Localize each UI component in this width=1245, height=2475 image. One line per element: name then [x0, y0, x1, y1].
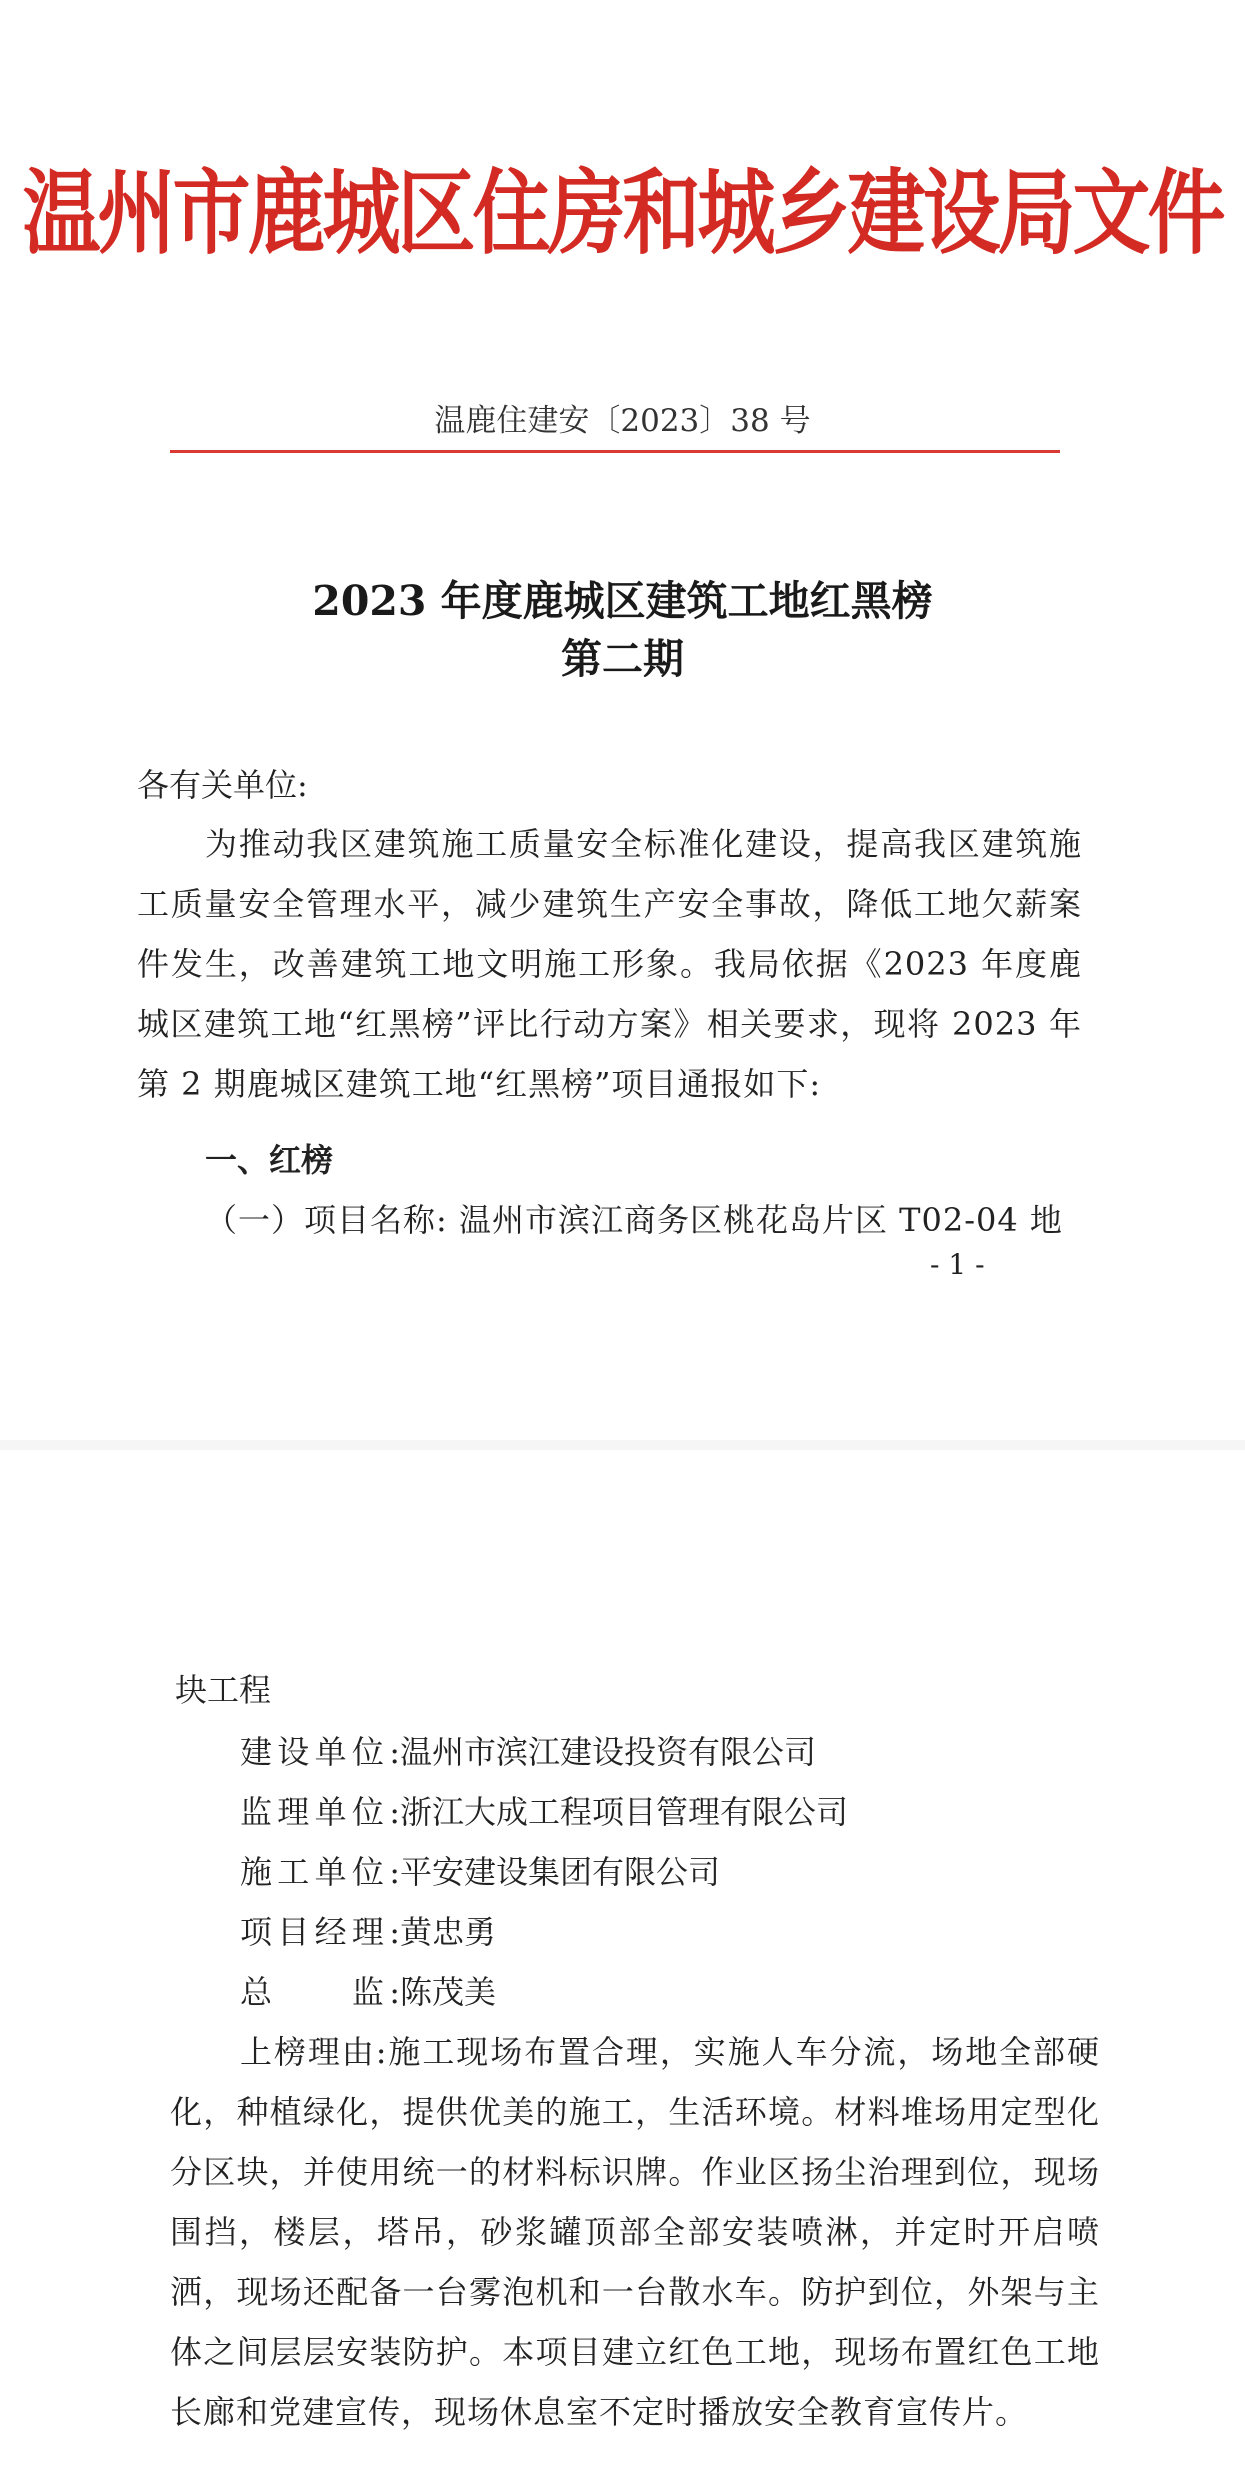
field-label: 建设单位: — [240, 1733, 400, 1771]
field-project-manager — [240, 1902, 496, 1962]
project-name-continuation: 块工程 — [175, 1671, 272, 1709]
document-title: 2023 年度鹿城区建筑工地红黑榜 — [312, 577, 933, 625]
document-header-title: 温州市鹿城区住房和城乡建设局文件 — [22, 161, 1223, 268]
page-separator — [0, 1440, 1245, 1450]
document-subtitle: 第二期 — [561, 635, 684, 683]
field-label: 总 监: — [240, 1973, 400, 2011]
listing-reason — [170, 2022, 1100, 2442]
field-value: 黄忠勇 — [400, 1913, 497, 1951]
field-value: 陈茂美 — [400, 1973, 497, 2011]
document-number: 温鹿住建安〔2023〕38 号 — [434, 403, 811, 439]
field-value: 平安建设集团有限公司 — [400, 1853, 721, 1891]
field-value: 温州市滨江建设投资有限公司 — [400, 1733, 817, 1771]
addressee: 各有关单位: — [137, 766, 308, 804]
field-supervision-unit — [240, 1782, 848, 1842]
project-name-line: （一）项目名称: 温州市滨江商务区桃花岛片区 T02-04 地 — [205, 1201, 1063, 1239]
field-construction-unit — [240, 1722, 816, 1782]
page-number: - 1 - — [930, 1248, 985, 1281]
section-heading-red-list: 一、红榜 — [205, 1141, 334, 1179]
field-label: 监理单位: — [240, 1793, 400, 1831]
field-label: 施工单位: — [240, 1853, 400, 1891]
field-contractor — [240, 1842, 720, 1902]
field-chief-supervisor — [240, 1962, 496, 2022]
field-value: 浙江大成工程项目管理有限公司 — [400, 1793, 849, 1831]
intro-paragraph: 为推动我区建筑施工质量安全标准化建设，提高我区建筑施工质量安全管理水平，减少建筑生产安全事故，降低工地欠薪案件发生，改善建筑工地文明施工形象。我局依据《2023 年度鹿城区建筑工地“红黑榜”评比行动方案》相关要求，现将 2023 年第 2 期鹿城区建筑工地“红黑榜”项目通报如下: — [137, 825, 1082, 1103]
header-divider — [170, 450, 1060, 453]
reason-text: 施工现场布置合理，实施人车分流，场地全部硬化，种植绿化，提供优美的施工，生活环境。材料堆场用定型化分区块，并使用统一的材料标识牌。作业区扬尘治理到位，现场围挡，楼层，塔吊，砂浆罐顶部全部安装喷淋，并定时开启喷洒，现场还配备一台雾泡机和一台散水车。防护到位，外架与主体之间层层安装防护。本项目建立红色工地，现场布置红色工地长廊和党建宣传，现场休息室不定时播放安全教育宣传片。 — [170, 2033, 1100, 2431]
field-label: 项目经理: — [240, 1913, 400, 1951]
reason-label: 上榜理由: — [240, 2033, 388, 2071]
